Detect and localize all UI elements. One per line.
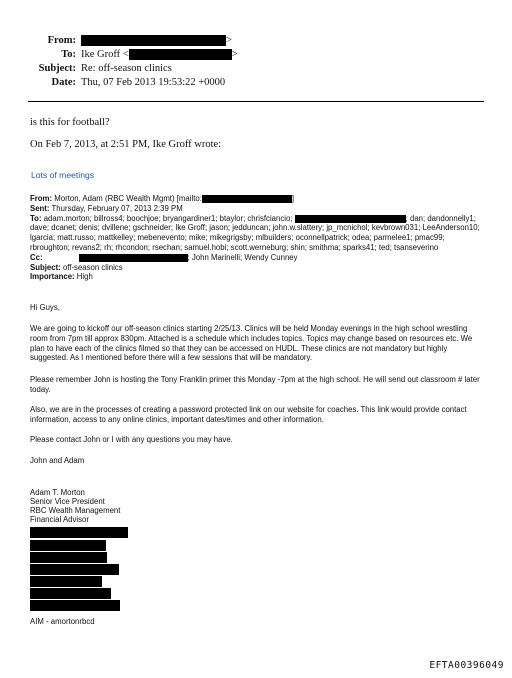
forward-to-part1: adam.morton; billross4; boochjoe; bryangardiner1; btaylor; chrisfciancio; (43, 213, 293, 223)
forward-banner: Lots of meetings (31, 170, 95, 180)
forward-header (30, 194, 482, 282)
redaction-block (30, 564, 119, 575)
signature-name: Adam T. Morton (30, 488, 85, 497)
forward-cc-value: ; John Marinelli; Wendy Cunney (187, 252, 298, 262)
redaction-block (30, 527, 128, 538)
forward-from-label: From: (30, 194, 53, 203)
body-para4: Please contact John or I with any questions you may have. (30, 435, 233, 444)
forward-subject-value: off-season clinics (62, 262, 123, 272)
header-to-value: Ike Groff < (81, 49, 129, 60)
forward-from-suffix: ] (291, 194, 295, 203)
reply-body: is this for football? (30, 117, 110, 128)
header-to-suffix: > (231, 49, 238, 60)
redaction-block (30, 576, 102, 587)
signature-company: RBC Wealth Management (30, 506, 121, 515)
header-from-label: From: (47, 35, 76, 46)
signature-aim: AIM - amortonrbcd (30, 617, 95, 626)
redaction-block (30, 552, 107, 563)
forward-sent-value: Thursday, February 07, 2013 2:39 PM (51, 203, 183, 213)
header-divider (28, 101, 484, 102)
redaction-block (30, 600, 120, 611)
forward-to-label: To: (30, 213, 42, 223)
body-greeting: Hi Guys, (30, 303, 60, 312)
body-signoff: John and Adam (30, 456, 85, 465)
forward-sent-label: Sent: (30, 203, 50, 213)
signature-title: Senior Vice President (30, 497, 105, 506)
redaction-block (129, 49, 232, 60)
body-para1: We are going to kickoff our off-season clinics starting 2/25/13. Clinics will be held Monday evenings in the high school wrestling room from 7pm till approx 830pm. Attached is a schedule which includes topics. Topics may change based on resources etc. We plan to have each of the clinics filmed so that they can be accessed on HUDL. These clinics are not mandatory but highly suggested. As I mentioned before there will a few sessions that will be mandatory. (30, 324, 475, 363)
signature-role: Financial Advisor (30, 515, 89, 524)
body-para3: Also, we are in the processes of creating a password protected link on our website for coaches. This link would provide contact information, access to any online clinics, important dates/times and other information. (30, 405, 469, 424)
forward-importance-label: Importance: (30, 272, 75, 282)
document-id: EFTA00396049 (429, 660, 504, 671)
header-subject-row (0, 62, 512, 76)
forward-importance-value: High (76, 272, 93, 282)
forward-to-part2: ; dan; (405, 213, 426, 223)
redaction-block (295, 215, 406, 223)
header-subject-label: Subject: (38, 63, 76, 74)
header-to-label: To: (61, 49, 76, 60)
header-date-row (0, 76, 512, 90)
redaction-block (30, 588, 111, 599)
forward-cc-label: Cc: (30, 252, 43, 262)
header-to-row (0, 48, 512, 62)
header-subject-value: Re: off-season clinics (81, 63, 172, 74)
header-date-label: Date: (51, 77, 76, 88)
redaction-block (79, 254, 188, 262)
forward-subject-label: Subject: (30, 262, 61, 272)
header-date-value: Thu, 07 Feb 2013 19:53:22 +0000 (81, 77, 226, 88)
header-from-row (0, 34, 512, 48)
forward-from-value: Morton, Adam (RBC Wealth Mgmt) [mailto: (54, 194, 202, 203)
forward-to-rest: dandonnelly1; dave; dcanet; denis; dvillene; gschneider; Ike Groff; jason; jedduncan; john.w.slattery; jp_mcnichol; kevbrown031; LeeAnderson10; lgarcia; matt.russo; mattkelley; mebenevento; mike; mikegrigsby; mlbuilders; oconnellpatrick; odea; parmelee1; pmac99; rbroughton; revans2; rh; rhcondon; rsechan; samuel.hobi; scott.werneburg; shin; smithma; sparks41; ted; tsanseverino (30, 213, 482, 252)
quote-intro: On Feb 7, 2013, at 2:51 PM, Ike Groff wrote: (30, 139, 222, 150)
redaction-block (202, 194, 295, 203)
header-from-suffix: > (226, 35, 232, 46)
body-para2: Please remember John is hosting the Tony Franklin primer this Monday -7pm at the high school. He will send out classroom # later today. (30, 375, 482, 394)
redaction-block (81, 35, 226, 46)
redaction-block (30, 540, 106, 551)
